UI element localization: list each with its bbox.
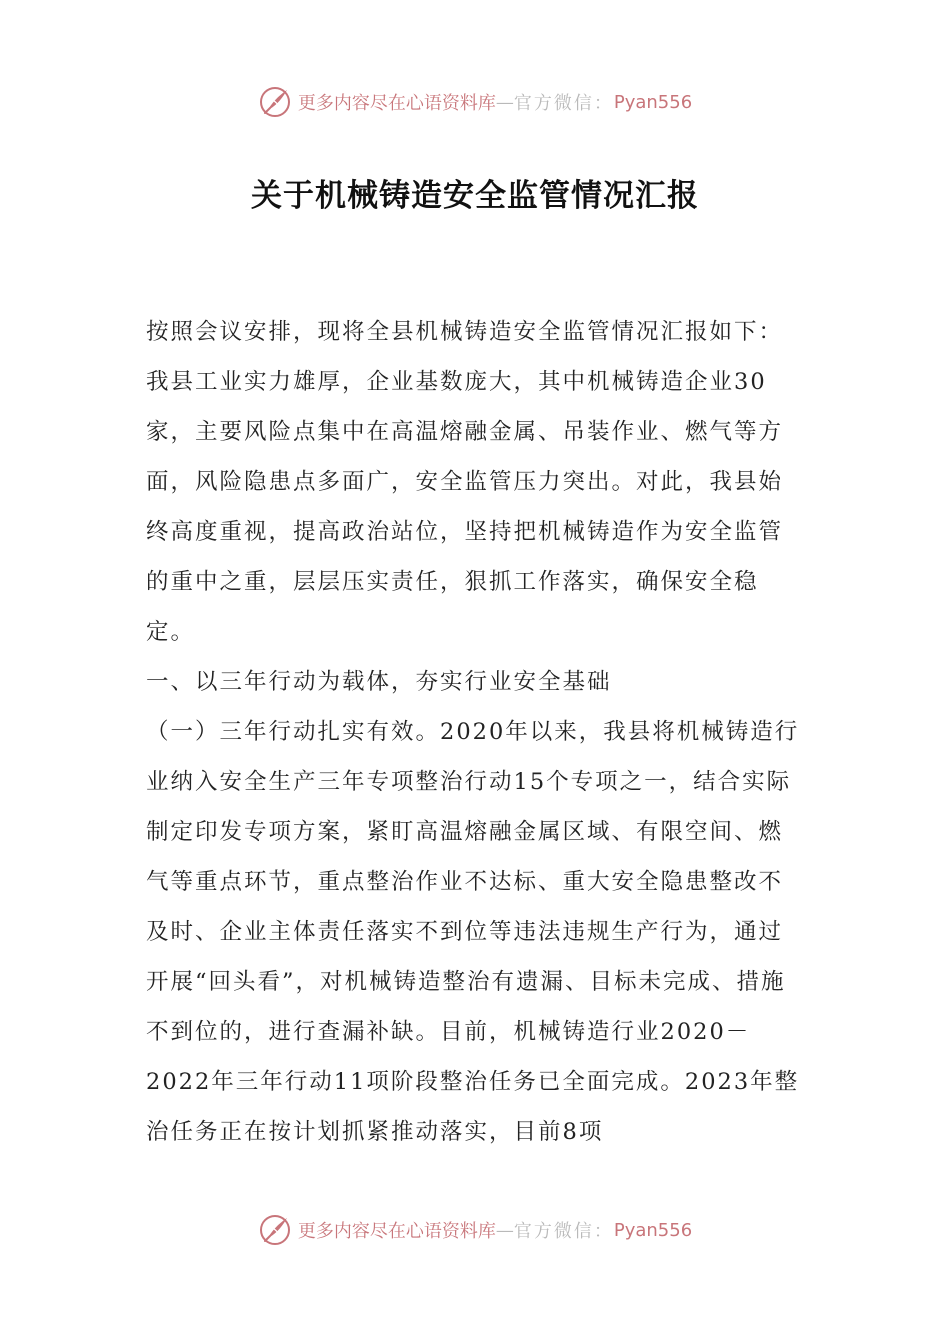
paragraph-overview: 我县工业实力雄厚，企业基数庞大，其中机械铸造企业30家，主要风险点集中在高温熔融金属、吊装作业、燃气等方面，风险隐患点多面广，安全监管压力突出。对此，我县始终高度重视，提高政治站位，坚持把机械铸造作为安全监管的重中之重，层层压实责任，狠抓工作落实，确保安全稳定。	[146, 369, 784, 645]
banner-wechat-label: 官方微信：	[513, 1221, 614, 1242]
quill-logo-icon	[258, 85, 292, 119]
banner-wechat-id: Pyan556	[613, 1219, 693, 1241]
banner-text: 更多内容尽在心语资料库	[297, 93, 496, 114]
paragraph-subsection-1: （一）三年行动扎实有效。2020年以来，我县将机械铸造行业纳入安全生产三年专项整治行动15个专项之一，结合实际制定印发专项方案，紧盯高温熔融金属区域、有限空间、燃气等重点环节，重点整治作业不达标、重大安全隐患整改不及时、企业主体责任落实不到位等违法违规生产行为，通过开展“回头看”，对机械铸造整治有遗漏、目标未完成、措施不到位的，进行查漏补缺。目前，机械铸造行业2020－2022年三年行动11项阶段整治任务已全面完成。2023年整治任务正在按计划抓紧推动落实，目前8项	[146, 719, 800, 1145]
header-banner	[0, 80, 950, 124]
document-body	[146, 307, 806, 1157]
section-heading-1: 一、以三年行动为载体，夯实行业安全基础	[146, 669, 612, 695]
footer-banner	[0, 1208, 950, 1252]
document-title: 关于机械铸造安全监管情况汇报	[251, 178, 699, 214]
paragraph-intro: 按照会议安排，现将全县机械铸造安全监管情况汇报如下：	[146, 319, 784, 345]
quill-logo-icon	[258, 1213, 292, 1247]
banner-separator: —	[495, 91, 514, 113]
banner-separator: —	[495, 1219, 514, 1241]
banner-wechat-id: Pyan556	[613, 91, 693, 113]
banner-wechat-label: 官方微信：	[513, 93, 614, 114]
banner-text: 更多内容尽在心语资料库	[297, 1221, 496, 1242]
